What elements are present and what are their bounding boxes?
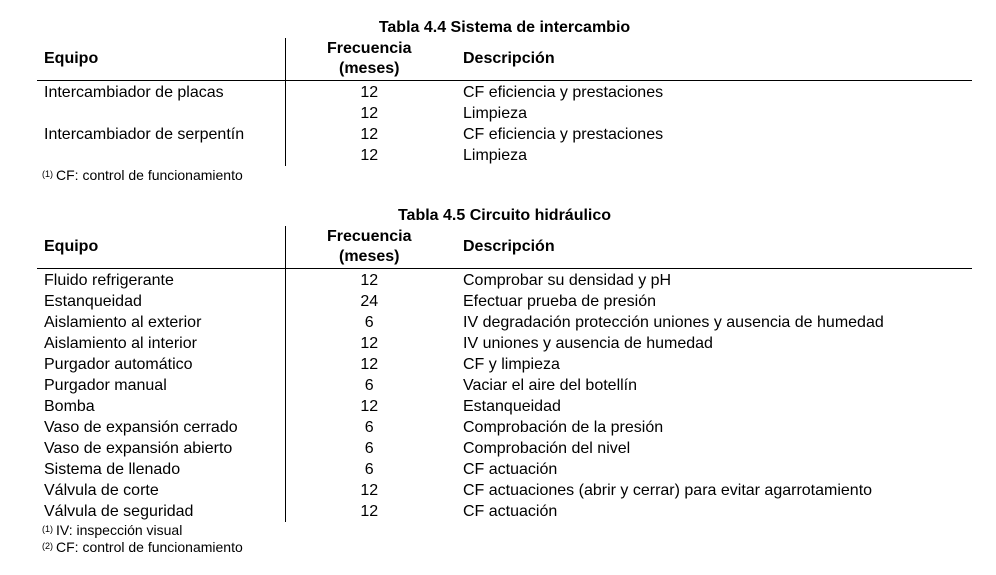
cell-frecuencia: 6 bbox=[285, 438, 453, 459]
footnote-mark: (1) bbox=[42, 169, 53, 179]
cell-equipo: Sistema de llenado bbox=[44, 461, 181, 478]
footnote-text: CF: control de funcionamiento bbox=[56, 539, 243, 555]
cell-frecuencia: 6 bbox=[285, 375, 453, 396]
cell-descripcion: CF eficiencia y prestaciones bbox=[463, 84, 664, 101]
cell-equipo: Purgador automático bbox=[44, 356, 193, 373]
cell-equipo: Purgador manual bbox=[44, 377, 167, 394]
column-header-frecuencia bbox=[285, 38, 453, 81]
footnote bbox=[42, 539, 972, 556]
cell-descripcion: Comprobación de la presión bbox=[463, 419, 664, 436]
table-row bbox=[37, 396, 972, 417]
cell-frecuencia: 12 bbox=[285, 354, 453, 375]
footnote-mark: (2) bbox=[42, 541, 53, 551]
cell-equipo bbox=[37, 103, 285, 124]
column-header-equipo: Equipo bbox=[37, 226, 285, 269]
cell-descripcion: Efectuar prueba de presión bbox=[463, 293, 657, 310]
cell-frecuencia: 6 bbox=[285, 417, 453, 438]
cell-equipo: Aislamiento al interior bbox=[44, 335, 197, 352]
table-row bbox=[37, 417, 972, 438]
table-row bbox=[37, 459, 972, 480]
cell-frecuencia: 12 bbox=[285, 81, 453, 104]
table-body bbox=[37, 81, 972, 167]
footnote bbox=[42, 522, 972, 539]
column-header-frecuencia-line2: (meses) bbox=[339, 248, 400, 265]
cell-descripcion: CF actuación bbox=[463, 503, 558, 520]
table-body bbox=[37, 269, 972, 523]
cell-equipo bbox=[37, 145, 285, 166]
table-header-row bbox=[37, 226, 972, 269]
footnote-text: IV: inspección visual bbox=[56, 522, 183, 538]
table-header-row bbox=[37, 38, 972, 81]
cell-descripcion: CF y limpieza bbox=[463, 356, 560, 373]
table-row bbox=[37, 375, 972, 396]
cell-frecuencia: 12 bbox=[285, 145, 453, 166]
cell-descripcion: IV uniones y ausencia de humedad bbox=[463, 335, 713, 352]
cell-descripcion: Comprobación del nivel bbox=[463, 440, 631, 457]
table-block-4-5 bbox=[37, 206, 972, 556]
column-header-frecuencia-line2: (meses) bbox=[339, 60, 400, 77]
table-row bbox=[37, 269, 972, 292]
cell-equipo: Estanqueidad bbox=[44, 293, 142, 310]
cell-equipo: Bomba bbox=[44, 398, 95, 415]
cell-descripcion: CF actuaciones (abrir y cerrar) para evitar agarrotamiento bbox=[463, 482, 873, 499]
table-row bbox=[37, 333, 972, 354]
table-footnotes bbox=[37, 167, 972, 184]
table-row bbox=[37, 480, 972, 501]
maintenance-table bbox=[37, 38, 972, 166]
cell-descripcion: Comprobar su densidad y pH bbox=[463, 272, 672, 289]
cell-frecuencia: 12 bbox=[285, 103, 453, 124]
cell-frecuencia: 12 bbox=[285, 501, 453, 522]
table-row bbox=[37, 501, 972, 522]
footnote bbox=[42, 167, 972, 184]
cell-equipo: Válvula de corte bbox=[44, 482, 159, 499]
column-header-descripcion: Descripción bbox=[453, 226, 972, 269]
cell-equipo: Vaso de expansión abierto bbox=[44, 440, 233, 457]
table-row bbox=[37, 438, 972, 459]
column-header-frecuencia-line1: Frecuencia bbox=[327, 40, 412, 57]
table-title: Tabla 4.4 Sistema de intercambio bbox=[378, 19, 631, 36]
cell-equipo: Vaso de expansión cerrado bbox=[44, 419, 238, 436]
table-row bbox=[37, 291, 972, 312]
footnote-mark: (1) bbox=[42, 524, 53, 534]
cell-frecuencia: 12 bbox=[285, 396, 453, 417]
table-title: Tabla 4.5 Circuito hidráulico bbox=[397, 207, 612, 224]
table-footnotes bbox=[37, 522, 972, 556]
cell-equipo: Intercambiador de serpentín bbox=[44, 126, 245, 143]
maintenance-table bbox=[37, 226, 972, 522]
cell-frecuencia: 24 bbox=[285, 291, 453, 312]
cell-equipo: Válvula de seguridad bbox=[44, 503, 194, 520]
table-block-4-4 bbox=[37, 18, 972, 184]
cell-frecuencia: 12 bbox=[285, 333, 453, 354]
cell-descripcion: CF actuación bbox=[463, 461, 558, 478]
column-header-frecuencia bbox=[285, 226, 453, 269]
table-row bbox=[37, 354, 972, 375]
cell-descripcion: Vaciar el aire del botellín bbox=[463, 377, 638, 394]
cell-equipo: Intercambiador de placas bbox=[44, 84, 224, 101]
cell-frecuencia: 6 bbox=[285, 459, 453, 480]
table-row bbox=[37, 124, 972, 145]
cell-frecuencia: 12 bbox=[285, 124, 453, 145]
cell-descripcion: CF eficiencia y prestaciones bbox=[463, 126, 664, 143]
footnote-text: CF: control de funcionamiento bbox=[56, 167, 243, 183]
cell-descripcion: Limpieza bbox=[463, 105, 528, 122]
table-row bbox=[37, 103, 972, 124]
table-row bbox=[37, 312, 972, 333]
cell-frecuencia: 12 bbox=[285, 480, 453, 501]
table-row bbox=[37, 145, 972, 166]
column-header-frecuencia-line1: Frecuencia bbox=[327, 228, 412, 245]
column-header-equipo: Equipo bbox=[37, 38, 285, 81]
cell-equipo: Fluido refrigerante bbox=[44, 272, 174, 289]
cell-frecuencia: 6 bbox=[285, 312, 453, 333]
cell-descripcion: Estanqueidad bbox=[463, 398, 561, 415]
cell-descripcion: Limpieza bbox=[463, 147, 528, 164]
column-header-descripcion: Descripción bbox=[453, 38, 972, 81]
cell-equipo: Aislamiento al exterior bbox=[44, 314, 202, 331]
table-row bbox=[37, 81, 972, 104]
cell-descripcion: IV degradación protección uniones y ausencia de humedad bbox=[463, 314, 884, 331]
cell-frecuencia: 12 bbox=[285, 269, 453, 292]
